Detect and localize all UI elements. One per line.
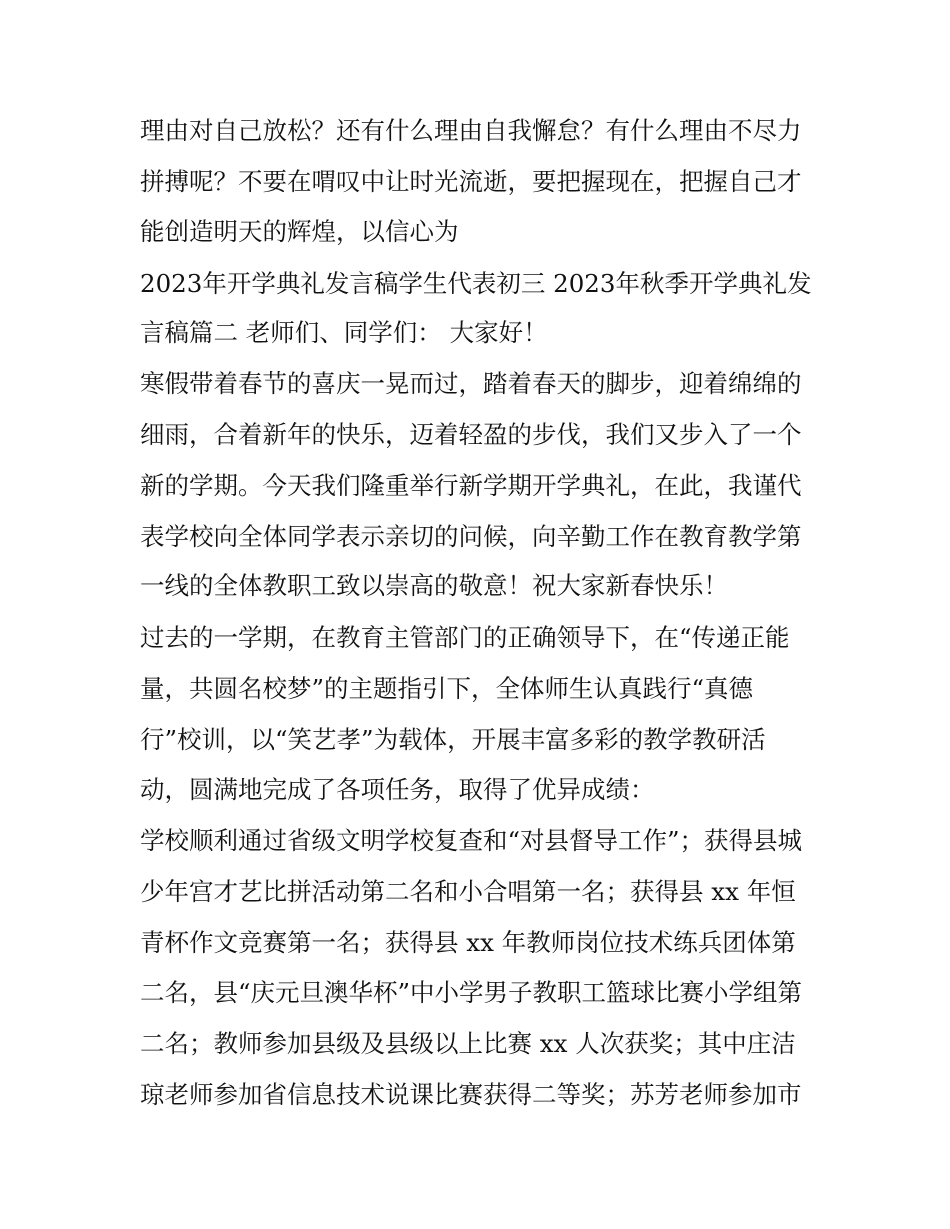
text-line: 二名；教师参加县级及县级以上比赛 xx 人次获奖；其中庄洁	[140, 1029, 796, 1058]
text-line: 拼搏呢？不要在喟叹中让时光流逝，要把握现在，把握自己才	[140, 167, 802, 196]
text-line: 细雨，合着新年的快乐，迈着轻盈的步伐，我们又步入了一个	[140, 420, 802, 449]
text-line: 理由对自己放松？还有什么理由自我懈怠？有什么理由不尽力	[140, 116, 802, 145]
text-line: 一线的全体教职工致以崇高的敬意！祝大家新春快乐！	[140, 571, 728, 600]
text-line: 少年宫才艺比拼活动第二名和小合唱第一名；获得县 xx 年恒	[140, 877, 796, 906]
text-line: 琼老师参加省信息技术说课比赛获得二等奖；苏芳老师参加市	[140, 1080, 802, 1109]
text-line: 过去的一学期，在教育主管部门的正确领导下，在“传递正能	[140, 623, 790, 652]
text-line: 行”校训，以“笑艺孝”为载体，开展丰富多彩的教学教研活	[140, 725, 766, 754]
text-line: 新的学期。今天我们隆重举行新学期开学典礼，在此，我谨代	[140, 471, 802, 500]
text-line: 表学校向全体同学表示亲切的问候，向辛勤工作在教育教学第	[140, 522, 802, 551]
text-line: 学校顺利通过省级文明学校复查和“对县督导工作”；获得县城	[140, 826, 803, 855]
text-line: 2023年开学典礼发言稿学生代表初三 2023年秋季开学典礼发	[140, 269, 812, 298]
text-line: 青杯作文竞赛第一名；获得县 xx 年教师岗位技术练兵团体第	[140, 928, 796, 957]
text-line: 言稿篇二 老师们、同学们： 大家好！	[140, 318, 548, 347]
text-line: 能创造明天的辉煌，以信心为	[140, 217, 459, 246]
text-line: 寒假带着春节的喜庆一晃而过，踏着春天的脚步，迎着绵绵的	[140, 369, 802, 398]
text-line: 动，圆满地完成了各项任务，取得了优异成绩：	[140, 775, 655, 804]
text-line: 量，共圆名校梦”的主题指引下，全体师生认真践行“真德	[140, 674, 754, 703]
text-line: 二名，县“庆元旦澳华杯”中小学男子教职工篮球比赛小学组第	[140, 978, 803, 1007]
